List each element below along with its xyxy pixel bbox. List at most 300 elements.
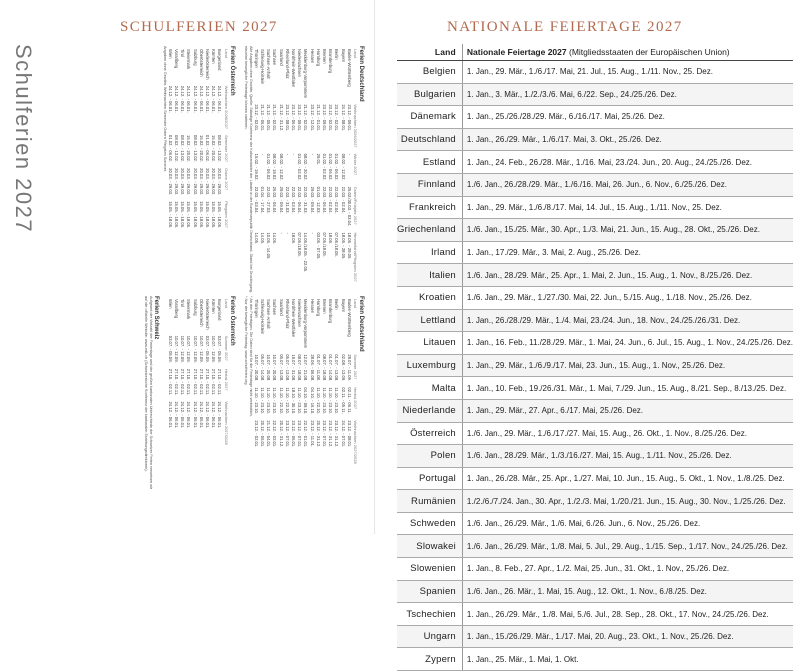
de-spring-date-cell: 22.03. - 06.04. (297, 186, 303, 214)
de-summer-state-cell: Mecklenburg-Vorpommern (303, 299, 309, 349)
at-spring-header-row (222, 46, 228, 231)
at-summer-date-cell: 10.07. - 12.09. (173, 335, 179, 363)
at-spring-date-cell: 24.12. - 06.01. (167, 85, 173, 113)
de-summer-date-cell: 04.10. - 16.10. (309, 387, 315, 415)
de-spring-date-cell: 23.12. - 09.01. (321, 104, 327, 132)
de-spring-date-cell: 25.03./30.03. - 03.04. (346, 186, 352, 227)
at-spring-date-cell: 15.05. - 18.05. (186, 201, 192, 229)
at-summer-date-cell: 03.07. - 05.09. (204, 335, 210, 363)
de-summer-row (339, 296, 345, 467)
de-summer-date-cell: 10.07. - 20.08. (266, 354, 272, 382)
at-spring-date-cell: 24.12. - 06.01. (204, 85, 210, 113)
de-summer-row (290, 296, 296, 467)
holiday-row (397, 648, 793, 671)
de-spring-date-cell: 24.12. - 08.01. (340, 104, 346, 132)
de-spring-state-cell: Niedersachsen (297, 49, 303, 77)
de-caption: Ferien Deutschland (358, 46, 364, 102)
holiday-row (397, 286, 793, 309)
country-cell: Dänemark (397, 106, 462, 129)
de-spring-state-cell: Schleswig-Holstein (259, 49, 265, 85)
de-summer-date-cell: 11.10. - 23.10. (321, 387, 327, 415)
holiday-row (397, 83, 793, 106)
de-spring-row (308, 46, 314, 285)
holiday-dates-cell: 1. Jan., 26./29. Mär., 1./8. Mai, 5./6. Jul., 28. Sep., 28. Okt., 17. Nov., 24./25./26. Dez. (462, 603, 793, 626)
country-cell: Litauen (397, 332, 462, 355)
at-summer-row (198, 296, 204, 448)
at-spring-row (179, 46, 185, 231)
de-spring-date-cell: 03.05. - 07.05. (315, 232, 321, 260)
de-spring-date-cell: 21.12. - 05.01. (266, 104, 272, 132)
de-summer-state-cell: Bayern (340, 299, 346, 313)
at-spring-date-cell: 08.02. - 13.02. (180, 135, 186, 163)
de-summer-row (296, 296, 302, 467)
de-spring-date-cell: 18.05. (290, 232, 296, 245)
de-spring-date-cell: 01.02. - 02.02. (297, 153, 303, 181)
at-spring-date-cell: 08.02. - 13.02. (173, 135, 179, 163)
de-summer-state-cell: Schleswig-Holstein (259, 299, 265, 335)
at-spring-date-cell: 24.12. - 06.01. (180, 85, 186, 113)
at-spring-state-cell: Steiermark (186, 49, 192, 70)
de-spring-header-cell: Weihnachten 2026/2027 (353, 104, 358, 148)
de-summer-date-cell: 11.10. - 23.10. (328, 387, 334, 415)
de-spring-date-cell: 01.03. - 12.03. (315, 186, 321, 214)
at-summer-state-cell: Oberösterreich (198, 299, 204, 327)
de-summer-date-cell: 05.07. - 13.08. (278, 354, 284, 382)
de-summer-caption: Ferien Deutschland (358, 296, 364, 352)
holiday-dates-cell: 1./6. Jan., 15./25. Mär., 30. Apr., 1./3. Mai, 21. Jun., 15. Aug., 28. Okt., 25./26. Dez. (462, 219, 793, 242)
country-cell: Zypern (397, 648, 462, 671)
de-summer-row (271, 296, 277, 467)
de-summer-state-cell: Brandenburg (328, 299, 334, 324)
de-summer-date-cell: 18.10. - 30.10. (290, 387, 296, 415)
ch-caption: Ferien Schweiz (152, 296, 159, 340)
de-spring-date-cell: 07.05./18.05. (321, 232, 327, 257)
holiday-row (397, 61, 793, 84)
at-summer-header-cell: Herbst 2027 (223, 368, 229, 391)
holiday-row (397, 219, 793, 242)
country-cell: Kroatien (397, 286, 462, 309)
at-summer-date-cell: 03.07. - 05.09. (167, 335, 173, 363)
de-summer-date-cell: 29.07. - 11.09. (346, 354, 352, 382)
de-spring-date-cell: 21.12. - 01.01. (315, 104, 321, 132)
at-summer-row (191, 296, 197, 448)
holiday-dates-cell: 1./6. Jan., 26./28./29. Mär., 1./6./16. Mai, 26. Jun., 6. Nov., 6./25./26. Dez. (462, 173, 793, 196)
holiday-row (397, 377, 793, 400)
de-summer-date-cell: 21.12. - 04.01. (266, 420, 272, 448)
de-spring-date-cell: 23.12. - 12.01. (309, 104, 315, 132)
de-spring-date-cell: 21.12. - 06.01. (259, 104, 265, 132)
de-summer-row (259, 296, 265, 467)
at-summer-date-cell: 10.07. - 12.09. (198, 335, 204, 363)
de-spring-date-cell: - (259, 153, 265, 156)
country-cell: Deutschland (397, 128, 462, 151)
at-summer-date-cell: 24.12. - 06.01. (204, 401, 210, 429)
de-spring-state-cell: Mecklenburg-Vorpommern (303, 49, 309, 99)
de-note-1: Alle Angaben ohne Gewähr. Quelle: Ständige Konferenz der Kultusminister der Länder in der Bundesrepublik Deutschland. Stand bei Drucklegung. (248, 46, 253, 293)
at-spring-date-cell: 15.02. - 20.02. (186, 135, 192, 163)
de-spring-state-cell: Hessen (309, 49, 315, 64)
de-spring-date-cell: 08.02. - 20.02. (303, 153, 309, 181)
de-spring-table (253, 46, 358, 285)
de-summer-row (308, 296, 314, 467)
de-spring-state-cell: Thüringen (253, 49, 259, 68)
de-summer-date-cell: 23.12. - 07.01. (284, 420, 290, 448)
holiday-dates-cell: 1. Jan., 15./26./29. Mär., 1./17. Mai, 20. Aug., 23. Okt., 1. Nov., 25./26. Dez. (462, 625, 793, 648)
de-summer-date-cell: 02.08. - 13.09. (340, 354, 346, 382)
de-summer-date-cell: 10.07. - 20.08. (272, 354, 278, 382)
de-summer-date-cell: 23.12. - 31.12. (334, 420, 340, 448)
country-cell: Tschechien (397, 603, 462, 626)
de-summer-date-cell: 11.10. - 23.10. (272, 387, 278, 415)
de-spring-header-cell: Land (353, 49, 358, 58)
de-summer-date-cell: 20.12. - 31.12. (278, 420, 284, 448)
at-spring-header-cell: Weihnachten 2026/2027 (223, 85, 229, 130)
holiday-dates-cell: 1. Jan., 29. Mär., 27. Apr., 6./17. Mai, 25./26. Dez. (462, 399, 793, 422)
at-spring-date-cell: 08.02. - 13.02. (192, 135, 198, 163)
de-spring-state-cell: Bayern (340, 49, 346, 63)
de-summer-row (265, 296, 271, 467)
de-spring-date-cell: 23.12. - 08.01. (284, 104, 290, 132)
holiday-row (397, 173, 793, 196)
de-summer-date-cell: 05.07. - 13.08. (284, 354, 290, 382)
at-summer-date-cell: 24.12. - 06.01. (180, 401, 186, 429)
de-summer-date-cell: 01.07. - 11.08. (315, 354, 321, 382)
at-spring-date-cell: 20.03. - 29.03. (204, 168, 210, 196)
at-spring-table (167, 46, 229, 231)
de-spring-date-cell: 29.03. - 09.04. (309, 186, 315, 214)
at-summer-header-cell: Sommer 2027 (223, 335, 229, 361)
de-spring-row (277, 46, 283, 285)
at-spring-state-cell: Niederösterreich (204, 49, 210, 80)
holiday-row (397, 445, 793, 468)
holiday-dates-cell: 1. Jan., 29. Mär., 1./6./9./17. Mai, 23. Jun., 15. Aug., 1. Nov., 25./26. Dez. (462, 354, 793, 377)
de-spring-date-cell: 23.12. - 06.01. (290, 104, 296, 132)
at-spring-state-cell: Tirol (180, 49, 186, 57)
at-summer-header-cell: Weihnachten 2027/2028 (223, 401, 229, 445)
de-summer-state-cell: Saarland (278, 299, 284, 316)
at-spring-date-cell: 15.05. - 18.05. (211, 201, 217, 229)
country-cell: Slowakei (397, 535, 462, 558)
holiday-dates-cell: 1. Jan., 29. Mär., 1./6./8./17. Mai, 14. Jul., 15. Aug., 1./11. Nov., 25. Dez. (462, 196, 793, 219)
de-spring-date-cell: - (284, 153, 290, 156)
at-spring-date-cell: 20.03. - 29.03. (167, 168, 173, 196)
holiday-dates-cell: 1./6. Jan., 26. Mär., 1. Mai, 15. Aug., 12. Okt., 1. Nov., 6./8./25. Dez. (462, 580, 793, 603)
de-spring-date-cell: 23.12. - 02.01. (253, 104, 259, 132)
at-summer-date-cell: 27.10. - 02.11. (180, 368, 186, 396)
holiday-row (397, 535, 793, 558)
de-summer-row (346, 296, 352, 467)
country-cell: Luxemburg (397, 354, 462, 377)
at-spring-date-cell: 15.05. - 18.05. (204, 201, 210, 229)
de-summer-date-cell: 01.07. - 14.08. (328, 354, 334, 382)
holiday-row (397, 264, 793, 287)
at-spring-date-cell: 15.05. - 18.05. (173, 201, 179, 229)
de-summer-row (327, 296, 333, 467)
vertical-title (6, 44, 40, 514)
de-summer-row (302, 296, 308, 467)
de-summer-date-cell: 08.07. - 18.08. (297, 354, 303, 382)
de-spring-state-cell: Brandenburg (328, 49, 334, 74)
at-spring-row (173, 46, 179, 231)
de-spring-date-cell: 29.01. (315, 153, 321, 166)
at-spring-state-cell: Vorarlberg (173, 49, 179, 69)
country-cell: Rumänien (397, 490, 462, 513)
at-spring-date-cell: 20.03. - 29.03. (211, 168, 217, 196)
de-summer-state-cell: Nordrhein-Westfalen (290, 299, 296, 338)
holiday-dates-cell: 1. Jan., 24. Feb., 26./28. Mär., 1./16. Mai, 23./24. Jun., 20. Aug., 24./25./26. Dez. (462, 151, 793, 174)
de-summer-header-cell: Weihnachten 2027/2028 (353, 420, 358, 464)
country-cell: Niederlande (397, 399, 462, 422)
at-spring-row (167, 46, 173, 231)
at-spring-row (204, 46, 210, 231)
de-summer-date-cell: 11.10. - 23.10. (266, 387, 272, 415)
at-spring-date-cell: 20.03. - 29.03. (217, 168, 223, 196)
holiday-row (397, 422, 793, 445)
holiday-dates-cell: 1./6. Jan., 29. Mär., 1./6./17./27. Mai, 15. Aug., 26. Okt., 1. Nov., 8./25./26. Dez. (462, 422, 793, 445)
country-cell: Finnland (397, 173, 462, 196)
at-spring-header-cell: Pfingsten 2027 (223, 201, 229, 228)
de-spring-date-cell: 23.12. - 02.01. (328, 104, 334, 132)
holiday-dates-cell: 1. Jan., 29. Mär., 1./6./17. Mai, 21. Jul., 15. Aug., 1./11. Nov., 25. Dez. (462, 61, 793, 84)
holiday-row (397, 196, 793, 219)
de-spring-date-cell: - (309, 232, 315, 234)
at-summer-row (173, 296, 179, 448)
holidays-table (397, 44, 793, 671)
at-summer-state-cell: Niederösterreich (204, 299, 210, 330)
school-holidays-summer-block (48, 294, 368, 522)
left-page (0, 0, 375, 534)
at-spring-state-cell: Oberösterreich (198, 49, 204, 77)
de-spring-date-cell: 29.03. - 09.04. (278, 186, 284, 214)
holiday-dates-cell: 1./6. Jan., 26./29. Mär., 1./8. Mai, 5. Jul., 29. Aug., 1./15. Sep., 1./17. Nov., 24./25./26. Dez. (462, 535, 793, 558)
de-summer-date-cell: 20.12. - 31.12. (315, 420, 321, 448)
de-summer-date-cell: 05.07. - 14.08. (259, 354, 265, 382)
de-spring-date-cell: 18.05. (328, 232, 334, 245)
at-summer-state-cell: Burgenland (217, 299, 223, 321)
country-cell: Belgien (397, 61, 462, 84)
de-spring-date-cell: 08.02. - 12.02. (340, 153, 346, 181)
at-spring-date-cell: 15.05. - 18.05. (180, 201, 186, 229)
ch-note-1: Aufgrund der Vielzahl der Ferientage und der großen kantonalen Unterschiede der Schweizer Ferien verweisen wir (148, 296, 153, 490)
de-summer-date-cell: 22.12. - 02.01. (272, 420, 278, 448)
holidays-table-header (397, 44, 793, 61)
de-spring-date-cell: - (278, 232, 284, 234)
at-summer-date-cell: 24.12. - 06.01. (192, 401, 198, 429)
holiday-row (397, 558, 793, 581)
at-summer-state-cell: Kärnten (211, 299, 217, 314)
country-cell: Portugal (397, 467, 462, 490)
at-spring-header-cell: Ostern 2027 (223, 168, 229, 191)
holiday-row (397, 309, 793, 332)
de-spring-date-cell: 22.03. - 03.04. (290, 186, 296, 214)
de-spring-date-cell: 18.05. - 29.05. (346, 232, 352, 260)
country-cell: Spanien (397, 580, 462, 603)
de-summer-date-cell: 02.11. - 06.11. (346, 387, 352, 414)
at-summer-date-cell: 03.07. - 05.09. (217, 335, 223, 363)
at-summer-row (167, 296, 173, 448)
left-page-title: SCHULFERIEN 2027 (120, 19, 278, 35)
header-holidays (462, 44, 793, 61)
de-spring-date-cell: 22.03. - 02.04. (340, 186, 346, 214)
school-holidays-spring-block (48, 44, 368, 293)
de-spring-row (346, 46, 352, 285)
right-page (375, 0, 793, 665)
de-summer-date-cell: 01.07. - 13.08. (334, 354, 340, 382)
de-spring-date-cell: 23.12. - 09.01. (297, 104, 303, 132)
de-summer-row (284, 296, 290, 467)
de-spring-date-cell: 01.02. - 06.02. (328, 153, 334, 181)
at-spring-state-cell: Kärnten (211, 49, 217, 64)
country-cell: Österreich (397, 422, 462, 445)
de-spring-date-cell: 26.03. - 06.04. (272, 186, 278, 214)
country-cell: Griechenland (397, 219, 462, 242)
de-summer-date-cell: 11.10. - 22.10. (315, 387, 321, 415)
de-summer-date-cell: 28.06. - 06.08. (309, 354, 315, 382)
de-spring-header-cell: Himmelfahrt/Pfingsten 2027 (353, 232, 358, 282)
holiday-dates-cell: 1. Jan., 10. Feb., 19./26./31. Mär., 1. Mai, 7./29. Jun., 15. Aug., 8./21. Sep., 8./13./25. Dez. (462, 377, 793, 400)
at-spring-date-cell: 08.02. - 13.02. (217, 135, 223, 163)
holiday-row (397, 512, 793, 535)
ch-note-2: auf die offizielle Website: www.edk.ch (Schweizerische Konferenz der kantonalen Erziehungsdirektoren). (143, 296, 148, 472)
country-cell: Malta (397, 377, 462, 400)
de-summer-date-cell: 11.10. - 23.10. (297, 387, 303, 415)
at-spring-date-cell: 15.05. - 18.05. (198, 201, 204, 229)
de-spring-date-cell: - (346, 153, 352, 156)
de-spring-date-cell: 22.03. - 02.04. (328, 186, 334, 214)
at-summer-state-cell: Steiermark (186, 299, 192, 320)
de-spring-date-cell: 22.03. - 02.04. (334, 186, 340, 214)
at-summer-caption: Ferien Österreich (228, 296, 235, 346)
holiday-row (397, 399, 793, 422)
country-cell: Polen (397, 445, 462, 468)
holiday-dates-cell: 1. Jan., 16. Feb., 11./28./29. Mär., 1. Mai, 24. Jun., 6. Jul., 15. Aug., 1. Nov., 24./25./26. Dez. (462, 332, 793, 355)
de-summer-date-cell: 23.12. - 31.12. (328, 420, 334, 448)
country-cell: Ungarn (397, 625, 462, 648)
at-summer-date-cell: 10.07. - 12.09. (211, 335, 217, 363)
at-spring-date-cell: 20.03. - 29.03. (192, 168, 198, 196)
at-summer-date-cell: 27.10. - 02.11. (211, 368, 217, 396)
at-spring-state-cell: Wien (167, 49, 173, 59)
at-spring-date-cell: 24.12. - 06.01. (211, 85, 217, 113)
at-summer-date-cell: 24.12. - 06.01. (186, 401, 192, 429)
holiday-row (397, 241, 793, 264)
de-spring-state-cell: Sachsen (272, 49, 278, 66)
at-caption: Ferien Österreich (228, 46, 235, 96)
at-summer-date-cell: 24.12. - 06.01. (211, 401, 217, 429)
de-spring-row (284, 46, 290, 285)
de-spring-date-cell: 01.02. - 02.02. (321, 153, 327, 181)
de-spring-date-cell: 22.03. - 03.04. (253, 186, 259, 214)
country-cell: Schweden (397, 512, 462, 535)
de-summer-state-cell: Berlin (334, 299, 340, 310)
de-spring-header-cell: Winter 2027 (353, 153, 358, 176)
country-cell: Estland (397, 151, 462, 174)
de-spring-state-cell: Saarland (278, 49, 284, 66)
at-spring-date-cell: 20.03. - 29.03. (180, 168, 186, 196)
de-spring-date-cell: 01.04. - 17.04. (259, 186, 265, 214)
de-summer-note-1: * An den Feiertagen. Die Daten sind für die Ferientage nicht verbindlich. (248, 296, 253, 417)
at-spring-date-cell: 15.02. - 20.02. (211, 135, 217, 163)
de-spring-row (333, 46, 339, 285)
de-summer-date-cell: 22.12. - 01.01. (303, 420, 309, 448)
de-spring-date-cell: 14.05. (259, 232, 265, 245)
de-summer-header-cell: Herbst 2027 (353, 387, 358, 410)
at-spring-date-cell: 01.02. - 06.02. (204, 135, 210, 163)
at-spring-row (191, 46, 197, 231)
at-spring-date-cell: 24.12. - 06.01. (217, 85, 223, 113)
de-spring-date-cell: 10.05. - 14.05. (266, 232, 272, 260)
de-summer-row (277, 296, 283, 467)
holiday-dates-cell: 1. Jan., 3. Mär., 1./2./3./6. Mai, 6./22. Sep., 24./25./26. Dez. (462, 83, 793, 106)
de-spring-row (271, 46, 277, 285)
de-spring-date-cell: 01.02. - 06.02. (266, 153, 272, 181)
header-holidays-title: Nationale Feiertage 2027 (466, 47, 567, 57)
de-summer-date-cell: 11.10. - 23.10. (334, 387, 340, 415)
de-summer-state-cell: Sachsen (272, 299, 278, 316)
de-spring-date-cell: 07.05./18.05. (297, 232, 303, 257)
header-country: Land (397, 44, 462, 61)
at-spring-header-cell: Land (223, 49, 229, 58)
de-spring-date-cell: 21.12. - 31.12. (278, 104, 284, 132)
de-summer-date-cell: 12.07. - 21.08. (303, 354, 309, 382)
at-summer-row (185, 296, 191, 448)
at-summer-date-cell: 27.10. - 02.11. (204, 368, 210, 396)
at-spring-row (210, 46, 216, 231)
holiday-dates-cell: 1. Jan., 8. Feb., 27. Apr., 1./2. Mai, 25. Jun., 31. Okt., 1. Nov., 25./26. Dez. (462, 558, 793, 581)
de-summer-header-cell: Sommer 2027 (353, 354, 358, 380)
at-summer-date-cell: 10.07. - 12.09. (192, 335, 198, 363)
holiday-dates-cell: 1./6. Jan., 28./29. Mär., 25. Apr., 1. Mai, 2. Jun., 15. Aug., 1. Nov., 8./25./26. Dez. (462, 264, 793, 287)
at-summer-date-cell: 27.10. - 02.11. (217, 368, 223, 396)
de-summer-date-cell: 10.07. - 20.08. (253, 354, 259, 382)
country-cell: Irland (397, 241, 462, 264)
de-spring-date-cell: 22.03. - 31.03. (303, 186, 309, 214)
holiday-row (397, 332, 793, 355)
de-summer-state-cell: Rheinland-Pfalz (284, 299, 290, 329)
at-spring-date-cell: 20.03. - 29.03. (186, 168, 192, 196)
country-cell: Bulgarien (397, 83, 462, 106)
de-summer-state-cell: Niedersachsen (297, 299, 303, 327)
holiday-dates-cell: 1./6. Jan., 28./29. Mär., 1./3./16./27. Mai, 15. Aug., 1./11. Nov., 25./26. Dez. (462, 445, 793, 468)
de-spring-row (253, 46, 259, 285)
de-spring-row (321, 46, 327, 285)
de-summer-date-cell: 11.10. - 23.10. (253, 387, 259, 415)
holiday-dates-cell: 1. Jan., 26./29. Mär., 1./6./17. Mai, 3. Okt., 25./26. Dez. (462, 128, 793, 151)
de-summer-date-cell: 02.11. - 05.11. (340, 387, 346, 414)
holiday-row (397, 106, 793, 129)
de-summer-row (253, 296, 259, 467)
de-summer-table (253, 296, 358, 467)
at-summer-header-cell: Land (223, 299, 229, 308)
holiday-dates-cell: 1./6. Jan., 26./29. Mär., 1./6. Mai, 6./26. Jun., 6. Nov., 25./26. Dez. (462, 512, 793, 535)
at-summer-row (204, 296, 210, 448)
de-summer-date-cell: 23.12. - 07.01. (297, 420, 303, 448)
de-spring-date-cell: 18.05. - 28.05. (340, 232, 346, 260)
holiday-dates-cell: 1. Jan., 25. Mär., 1. Mai, 1. Okt. (462, 648, 793, 671)
de-note-2: einzelne bewegliche Ferientage können variieren. (243, 46, 248, 130)
country-cell: Slowenien (397, 558, 462, 581)
de-spring-row (265, 46, 271, 285)
country-cell: Italien (397, 264, 462, 287)
de-spring-date-cell: 22.03. - 06.04. (321, 186, 327, 214)
de-spring-date-cell: - (284, 232, 290, 234)
de-spring-date-cell: 14.05./18.05. - 22.05. (303, 232, 309, 273)
de-spring-date-cell: 22.03. - 31.03. (284, 186, 290, 214)
de-spring-date-cell: 14.05. (253, 232, 259, 245)
de-spring-date-cell: 22.03. - 27.03. (266, 186, 272, 214)
de-spring-date-cell: 01.02. - 06.02. (334, 153, 340, 181)
de-spring-date-cell: 08.02. - 19.02. (272, 153, 278, 181)
